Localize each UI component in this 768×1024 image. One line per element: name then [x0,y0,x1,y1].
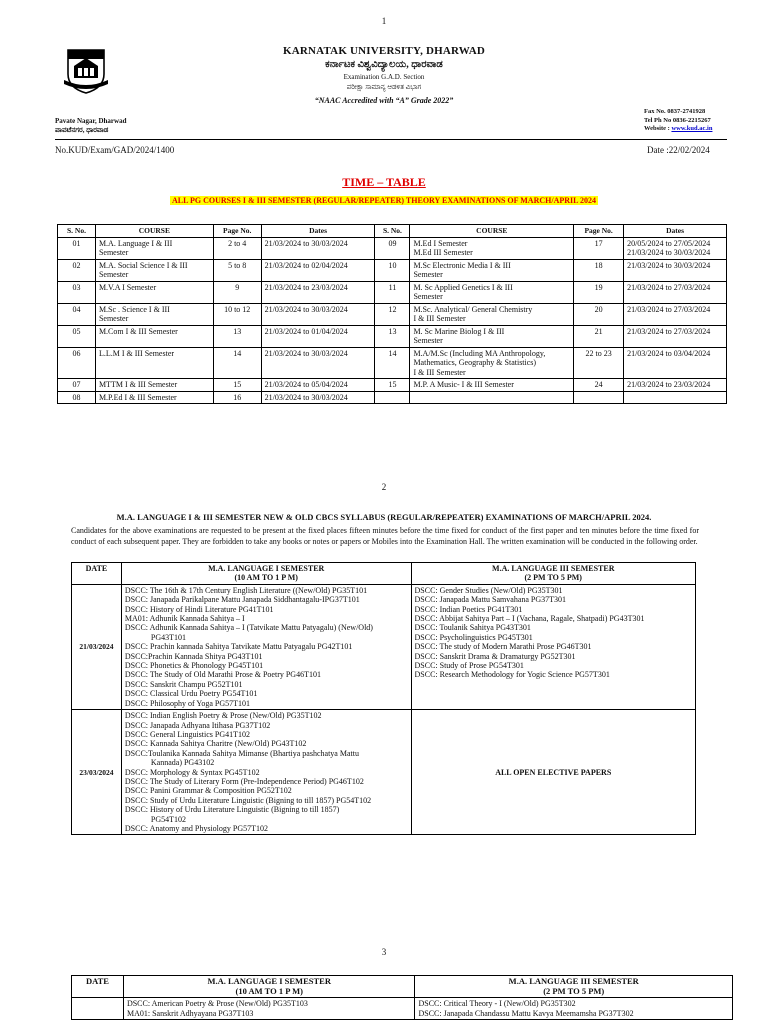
paper-line: DSCC: The study of Modern Marathi Prose PG46T301 [414,642,592,652]
paper-line: DSCC: Indian English Poetry & Prose (New/Old) PG35T102 [124,711,322,721]
paper-line: DSCC: Philosophy of Yoga PG57T101 [124,698,251,708]
sem3-title: M.A. LANGUAGE III SEMESTER [492,564,615,573]
table-cell: 06 [58,347,96,379]
page-number: 3 [381,947,387,957]
paper-line: DSCC: Classical Urdu Poetry PG54T101 [124,689,258,699]
column-header: Dates [624,225,727,238]
table-cell: 21/03/2024 to 03/04/2024 [624,347,727,379]
paper-line: DSCC: The 16th & 17th Century English Literature ((New/Old) PG35T101 [124,585,368,595]
sem1-time: (10 AM TO 1 P M) [235,985,303,996]
paper-line: DSCC: Panini Grammar & Composition PG52T102 [124,786,292,796]
paper-line: MA01: Adhunik Kannada Sahitya – I [124,614,245,624]
sem3-column-header [411,563,696,585]
table-cell: 21/03/2024 to 30/03/2024 [261,391,375,404]
table-cell: 21/03/2024 to 27/03/2024 [624,281,727,303]
table-cell: 21/03/2024 to 30/03/2024 [624,259,727,281]
university-name: KARNATAK UNIVERSITY, DHARWAD [282,45,486,57]
table-row [72,710,696,835]
table-cell: 21/03/2024 to 27/03/2024 [624,303,727,325]
table-cell: 03 [58,281,96,303]
paper-line: DSCC: Toulanik Sahitya PG43T301 [414,623,531,633]
column-header: S. No. [375,225,410,238]
table-header-row [72,976,733,998]
sem3-papers [411,584,696,709]
fax-number: Fax No. 0837-2741928 [644,108,706,115]
table-cell: M.A. Social Science I & III Semester [95,259,213,281]
website-label: Website : [644,125,672,132]
sem1-title: M.A. LANGUAGE I SEMESTER [207,976,331,986]
page-number: 1 [381,16,387,26]
section-name: Examination G.A.D. Section [343,73,425,81]
paper-line: DSCC: History of Hindi Literature PG41T101 [124,604,274,614]
table-cell: 21/03/2024 to 30/03/2024 [261,303,375,325]
table-cell [574,391,624,404]
paper-line: DSCC: Prachin kannada Sahitya Tatvikate Mattu Patyagalu PG42T101 [124,642,353,652]
paper-line: DSCC:Toulanika Kannada Sahitya Mimanse (Bhartiya pashchatya Mattu [124,748,359,758]
table-cell: 22 to 23 [574,347,624,379]
paper-line: DSCC: Indian Poetics PG41T301 [414,604,523,614]
timetable-title: TIME – TABLE [342,175,426,189]
table-cell: 13 [213,325,261,347]
column-header: Page No. [213,225,261,238]
sem3-time: (2 PM TO 5 PM) [524,573,582,583]
paper-line: DSCC: Morphology & Syntax PG45T102 [124,767,260,777]
paper-line: DSCC: Anatomy and Physiology PG57T102 [124,823,269,833]
paper-line: DSCC: The Study of Old Marathi Prose & Poetry PG46T101 [124,670,321,680]
table-cell: 01 [58,237,96,259]
table-cell: M.P.Ed I & III Semester [95,391,213,404]
paper-line: DSCC: Sanskrit Champu PG52T101 [124,679,243,689]
paper-line: MA01: Sanskrit Adhyayana PG37T103 [126,1008,254,1018]
paper-line: DSCC: History of Urdu Literature Linguistic (Bigning to till 1857) [124,805,340,815]
table-cell: M.Sc Electronic Media I & III Semester [410,259,574,281]
table-cell: 11 [375,281,410,303]
table-cell [624,391,727,404]
table-cell: 21/03/2024 to 30/03/2024 [261,347,375,379]
paper-line: DSCC: American Poetry & Prose (New/Old) PG35T103 [126,999,308,1008]
table-cell: 02 [58,259,96,281]
paper-line: DSCC: Gender Studies (New/Old) PG35T301 [414,585,563,595]
table-cell: M.P. A Music- I & III Semester [410,379,574,392]
header-divider [55,139,727,140]
paper-line: DSCC: Psycholinguistics PG45T301 [414,632,533,642]
address-kannada: ಪಾವಟೆನಗರ, ಧಾರವಾಡ [55,126,109,134]
exam-schedule-table [71,562,696,835]
paper-line: DSCC: Study of Urdu Literature Linguistic (Bigning to till 1857) PG54T102 [124,795,372,805]
table-cell: 05 [58,325,96,347]
website-link[interactable]: www.kud.ac.in [671,125,713,132]
table-cell: M.V.A I Semester [95,281,213,303]
sem1-time: (10 AM TO 1 P M) [234,573,298,583]
sem3-papers [415,998,733,1020]
university-name-kannada: ಕರ್ನಾಟಕ ವಿಶ್ವವಿದ್ಯಾಲಯ, ಧಾರವಾಡ [325,59,443,70]
reference-number: No.KUD/Exam/GAD/2024/1400 [55,145,175,155]
table-cell [410,391,574,404]
table-row [72,998,733,1020]
table-cell: M.A. Language I & III Semester [95,237,213,259]
course-index-table [57,224,727,404]
table-cell: 13 [375,325,410,347]
date-column-header: DATE [72,563,122,585]
table-row [58,281,727,303]
sem3-column-header [415,976,733,998]
table-cell: 21/03/2024 to 01/04/2024 [261,325,375,347]
address-english: Pavate Nagar, Dharwad [55,117,127,125]
paper-line: DSCC: Janapada Adhyana Itihasa PG37T102 [124,720,271,730]
table-cell: 9 [213,281,261,303]
sem1-title: M.A. LANGUAGE I SEMESTER [208,564,325,573]
column-header: COURSE [95,225,213,238]
naac-accreditation: “NAAC Accredited with “A” Grade 2022” [314,96,454,105]
table-cell: 04 [58,303,96,325]
section-heading: M.A. LANGUAGE I & III SEMESTER NEW & OLD CBCS SYLLABUS (REGULAR/REPEATER) EXAMINATIONS OF MARCH/APRIL 2024. [116,512,652,522]
exam-date: 21/03/2024 [72,584,122,709]
column-header: Page No. [574,225,624,238]
table-cell: 17 [574,237,624,259]
paper-line: DSCC: Janapada Parikalpane Mattu Janapada Siddhantagalu-IPG37T101 [124,595,360,605]
telephone-number: Tel Ph No 0836-2215267 [644,116,711,124]
paper-line: DSCC: Phonetics & Phonology PG45T101 [124,661,264,671]
sem3-title: M.A. LANGUAGE III SEMESTER [508,976,639,986]
date-column-header: DATE [72,976,124,998]
table-cell: 07 [58,379,96,392]
table-cell: 09 [375,237,410,259]
table-cell [375,391,410,404]
paper-line: DSCC: Study of Prose PG54T301 [414,661,524,671]
sem1-column-header [121,563,411,585]
table-row [58,325,727,347]
exam-schedule-table-continued [71,975,733,1020]
page-number: 2 [381,482,387,492]
table-cell: 14 [213,347,261,379]
table-cell: 15 [375,379,410,392]
paper-line: DSCC: The Study of Literary Form (Pre-Independence Period) PG46T102 [124,776,364,786]
sem1-papers [123,998,415,1020]
column-header: COURSE [410,225,574,238]
table-cell: M. Sc Applied Genetics I & III Semester [410,281,574,303]
table-cell: MTTM I & III Semester [95,379,213,392]
table-row [58,237,727,259]
paper-line: DSCC: Sanskrit Drama & Dramaturgy PG52T301 [414,651,576,661]
table-cell: 18 [574,259,624,281]
table-cell: 21/03/2024 to 05/04/2024 [261,379,375,392]
table-row [58,259,727,281]
table-row [58,379,727,392]
table-cell: M.A/M.Sc (Including MA Anthropology, Mathematics, Geography & Statistics) I & III Semester [410,347,574,379]
table-header-row [58,225,727,238]
table-row [58,303,727,325]
table-row [72,584,696,709]
table-cell: 08 [58,391,96,404]
paper-line: DSCC: Critical Theory - I (New/Old) PG35T302 [418,999,576,1008]
table-cell: 10 to 12 [213,303,261,325]
sem3-time: (2 PM TO 5 PM) [543,985,605,996]
paper-line: DSCC: Abbijat Sahitya Part – I (Vachana, Ragale, Shatpadi) PG43T301 [414,614,645,624]
table-cell: 12 [375,303,410,325]
subtitle-highlight: ALL PG COURSES I & III SEMESTER (REGULAR/REPEATER) THEORY EXAMINATIONS OF MARCH/APRIL 2024 [171,196,597,205]
paper-line: DSCC: Janapada Mattu Samvahana PG37T301 [414,595,567,605]
paper-line: DSCC: General Linguistics PG41T102 [124,729,250,739]
exam-date [72,998,124,1020]
paper-line: Kannada) PG43102 [150,758,215,768]
table-cell: 24 [574,379,624,392]
table-row [58,347,727,379]
table-cell: 21/03/2024 to 30/03/2024 [261,237,375,259]
open-elective-note: ALL OPEN ELECTIVE PAPERS [411,710,696,835]
table-header-row [72,563,696,585]
section-name-kannada: ಪರೀಕ್ಷಾ ಸಾಮಾನ್ಯ ಆಡಳಿತ ವಿಭಾಗ [346,83,422,91]
table-cell: M.Sc . Science I & III Semester [95,303,213,325]
sem1-column-header [123,976,415,998]
table-cell: 21/03/2024 to 23/03/2024 [624,379,727,392]
table-cell: M.Sc. Analytical/ General Chemistry I & III Semester [410,303,574,325]
table-cell: 15 [213,379,261,392]
sem1-papers [121,584,411,709]
table-cell: 5 to 8 [213,259,261,281]
paper-line: DSCC: Janapada Chandassu Mattu Kavya Meemamsha PG37T302 [418,1008,634,1018]
table-cell: 19 [574,281,624,303]
table-cell: 21/03/2024 to 23/03/2024 [261,281,375,303]
paper-line: DSCC: Adhunik Kannada Sahitya – I (Tatvikate Mattu Patyagalu) (New/Old) [124,623,373,633]
table-cell: M.Com I & III Semester [95,325,213,347]
website-line [644,125,712,134]
table-cell: L.L.M I & III Semester [95,347,213,379]
paper-line: DSCC: Kannada Sahitya Charitre (New/Old) PG43T102 [124,739,307,749]
column-header: Dates [261,225,375,238]
instructions-paragraph: Candidates for the above examinations are requested to be present at the fixed places fifteen minutes before the time fixed for conduct of the first paper and ten minutes before the time fixed for conduct of each subsequent paper. They are forbidden to take any books or notes or papers or Mobiles into the Examination Hall. The written examination will be conducted in the following order. [71,526,699,546]
paper-line: PG43T101 [150,632,187,642]
contact-details [644,108,712,134]
table-cell: 20 [574,303,624,325]
issue-date: Date :22/02/2024 [647,145,710,155]
address [55,117,127,135]
exam-date: 23/03/2024 [72,710,122,835]
table-cell: M. Sc Marine Biolog I & III Semester [410,325,574,347]
table-cell: 20/05/2024 to 27/05/2024 21/03/2024 to 30/03/2024 [624,237,727,259]
table-cell: 21/03/2024 to 02/04/2024 [261,259,375,281]
table-row [58,391,727,404]
table-cell: M.Ed I Semester M.Ed III Semester [410,237,574,259]
table-cell: 10 [375,259,410,281]
paper-line: DSCC:Prachin Kannada Shitya PG43T101 [124,651,263,661]
table-cell: 2 to 4 [213,237,261,259]
paper-line: DSCC: Research Methodology for Yogic Science PG57T301 [414,670,610,680]
timetable-subtitle [0,196,768,205]
sem1-papers [121,710,411,835]
table-cell: 14 [375,347,410,379]
column-header: S. No. [58,225,96,238]
paper-line: PG54T102 [150,814,187,824]
table-cell: 21 [574,325,624,347]
table-cell: 16 [213,391,261,404]
table-cell: 21/03/2024 to 27/03/2024 [624,325,727,347]
